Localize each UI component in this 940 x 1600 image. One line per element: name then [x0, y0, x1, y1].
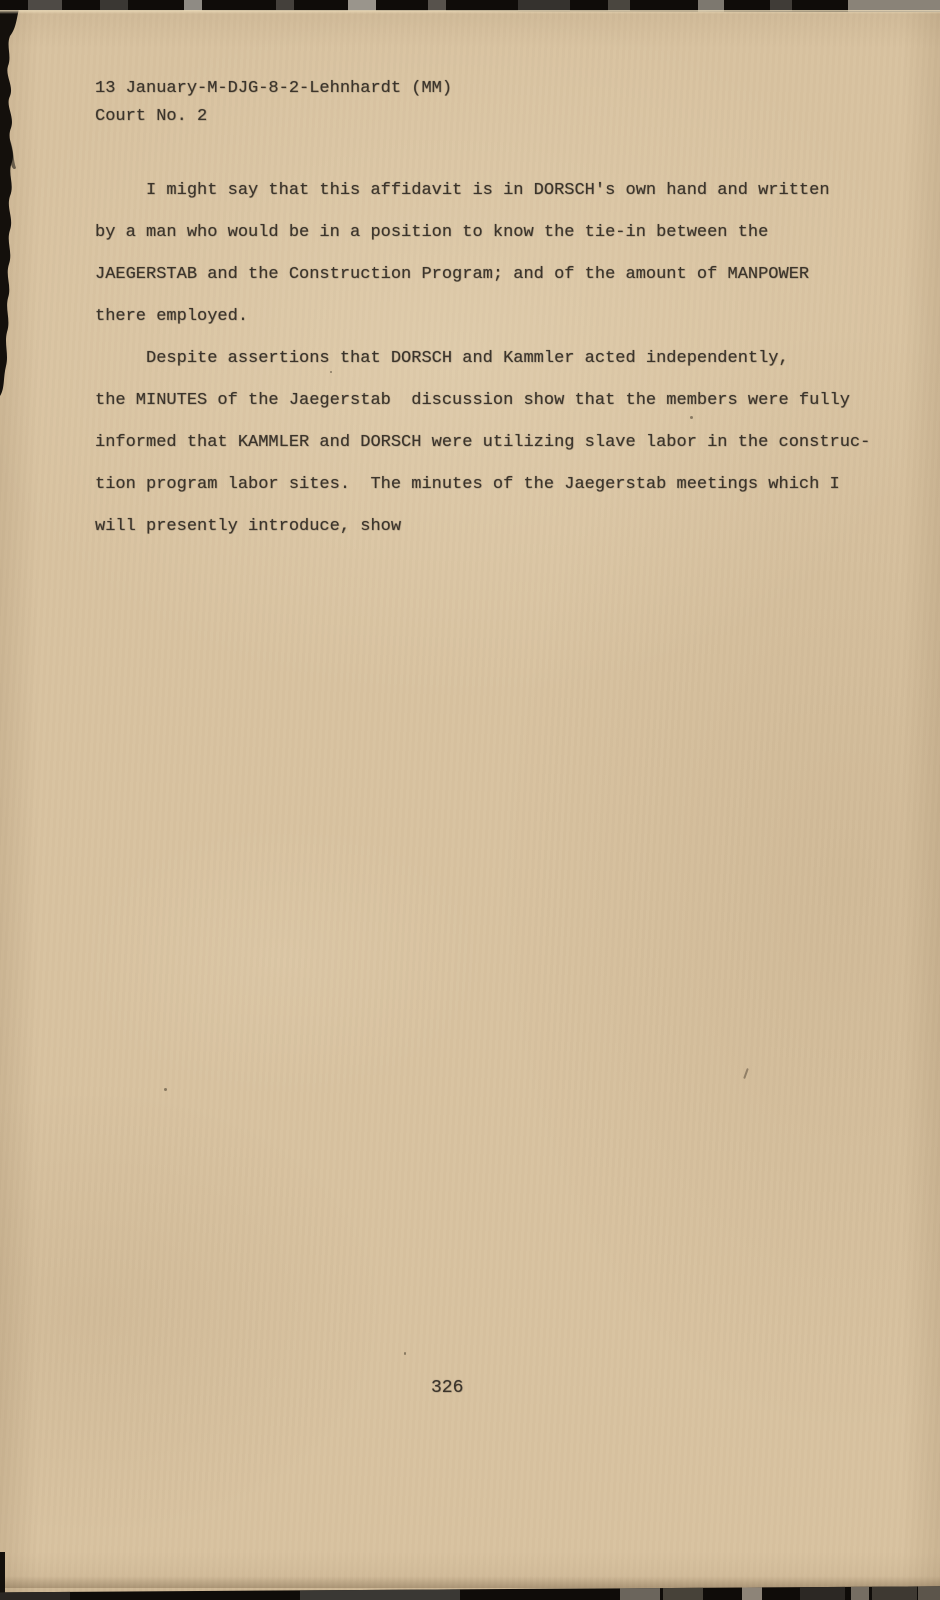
page-number: 326 [431, 1378, 464, 1398]
film-frame-gap [608, 0, 630, 13]
torn-edge-left-icon [0, 0, 26, 398]
document-body [95, 170, 870, 548]
film-frame-gap [0, 1584, 70, 1600]
film-frame-gap [100, 0, 128, 13]
typed-line: tion program labor sites. The minutes of the Jaegerstab meetings which I [95, 475, 840, 494]
film-frame-gap [300, 1584, 460, 1600]
header-line-1: 13 January-M-DJG-8-2-Lehnhardt (MM) [95, 79, 453, 98]
typed-line: will presently introduce, show [95, 517, 402, 536]
film-frame-gap [800, 1584, 845, 1600]
film-edge-top [0, 0, 940, 13]
film-frame-gap [698, 0, 724, 13]
film-frame-gap [848, 0, 940, 13]
film-frame-gap [518, 0, 570, 13]
ink-speck [330, 371, 332, 373]
typed-line: the MINUTES of the Jaegerstab discussion show that the members were fully [95, 391, 850, 410]
paper-bottom-edge-shadow [0, 1576, 940, 1588]
film-frame-gap [28, 0, 62, 13]
ink-speck [404, 1352, 406, 1355]
typed-line: there employed. [95, 307, 249, 326]
film-edge-bottom [0, 1584, 940, 1600]
header-line-2: Court No. 2 [95, 107, 208, 126]
ink-speck [690, 416, 693, 419]
film-frame-gap [918, 1584, 940, 1600]
film-frame-gap [872, 1584, 917, 1600]
document-header [95, 75, 452, 131]
film-frame-gap [663, 1584, 703, 1600]
typed-line: informed that KAMMLER and DORSCH were utilizing slave labor in the construc- [95, 433, 871, 452]
film-frame-gap [620, 1584, 660, 1600]
typed-line: JAEGERSTAB and the Construction Program; and of the amount of MANPOWER [95, 265, 810, 284]
film-frame-gap [348, 0, 376, 13]
film-frame-gap [276, 0, 294, 13]
film-frame-gap [184, 0, 202, 13]
film-frame-gap [742, 1584, 762, 1600]
typed-line: Despite assertions that DORSCH and Kammler acted independently, [95, 349, 789, 368]
typed-line: I might say that this affidavit is in DORSCH's own hand and written [95, 181, 830, 200]
scratch-mark [743, 1068, 749, 1079]
ink-speck [164, 1088, 167, 1091]
film-frame-gap [851, 1584, 869, 1600]
typed-line: by a man who would be in a position to know the tie-in between the [95, 223, 769, 242]
film-frame-gap [428, 0, 446, 13]
film-frame-gap [770, 0, 792, 13]
